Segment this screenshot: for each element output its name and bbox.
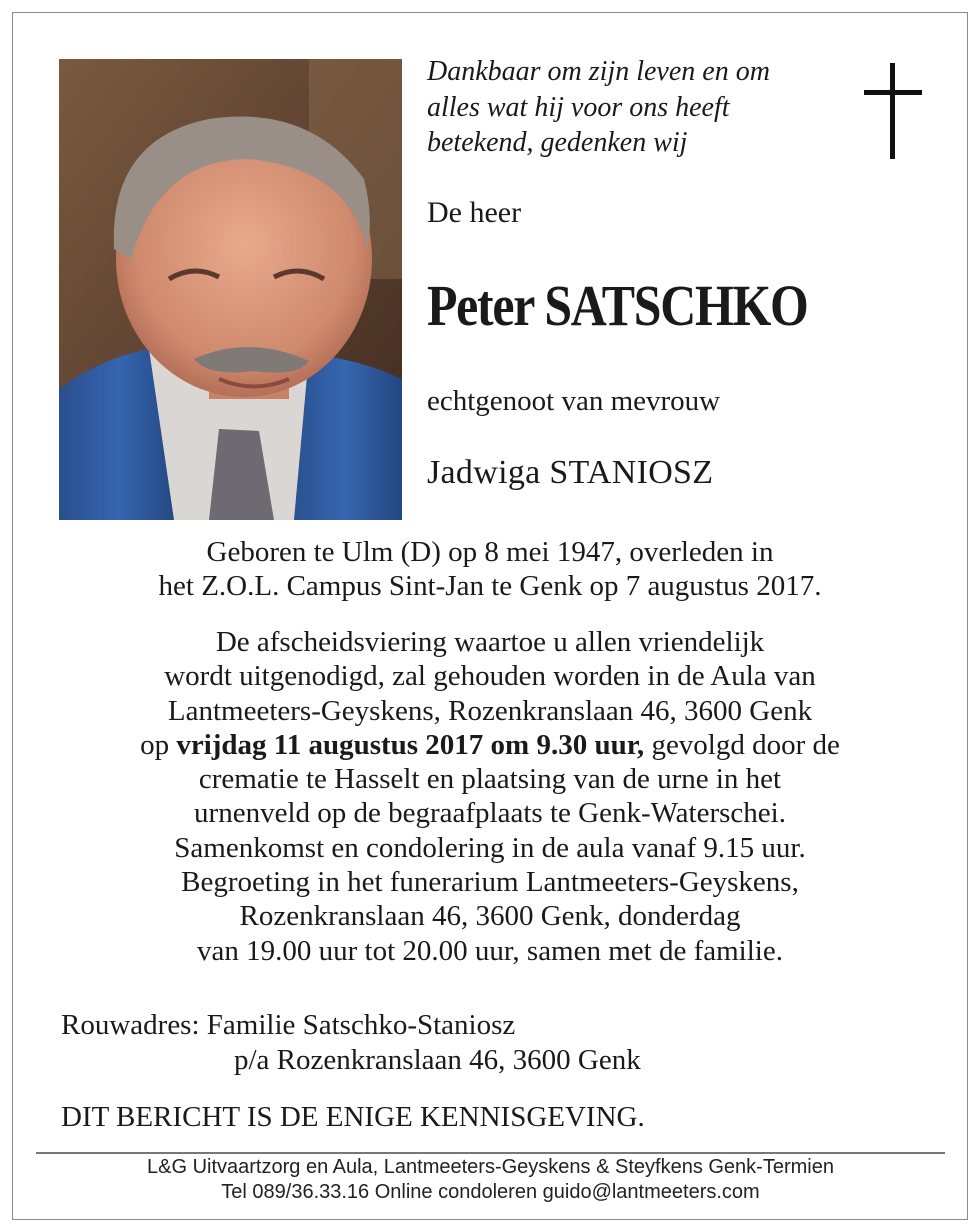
ceremony-line: Lantmeeters-Geyskens, Rozenkranslaan 46, 3600 Genk bbox=[167, 694, 813, 727]
ceremony-line: Samenkomst en condolering in de aula vanaf 9.15 uur. bbox=[174, 831, 806, 864]
deceased-name: Peter SATSCHKO bbox=[427, 273, 808, 338]
salutation: De heer bbox=[427, 196, 522, 229]
mourning-address bbox=[61, 1008, 641, 1077]
spouse-name: Jadwiga STANIOSZ bbox=[427, 454, 714, 491]
portrait-photo bbox=[59, 59, 402, 520]
birth-death-details bbox=[30, 535, 950, 604]
footer-divider bbox=[36, 1152, 945, 1154]
notice-text: DIT BERICHT IS DE ENIGE KENNISGEVING. bbox=[61, 1101, 645, 1133]
ceremony-line: De afscheidsviering waartoe u allen vriendelijk bbox=[215, 626, 765, 658]
ceremony-date: vrijdag 11 augustus 2017 om 9.30 uur, bbox=[176, 728, 645, 761]
ceremony-line: wordt uitgenodigd, zal gehouden worden in de Aula van bbox=[164, 660, 816, 693]
footer-line: L&G Uitvaartzorg en Aula, Lantmeeters-Geyskens & Steyfkens Genk-Termien bbox=[147, 1156, 834, 1178]
ceremony-date-suffix: gevolgd door de bbox=[644, 728, 840, 761]
ceremony-line: van 19.00 uur tot 20.00 uur, samen met de familie. bbox=[197, 934, 783, 967]
portrait-image bbox=[59, 59, 402, 520]
address-line: Rouwadres: Familie Satschko-Staniosz bbox=[61, 1009, 516, 1041]
ceremony-line-date bbox=[30, 728, 950, 762]
birth-line: het Z.O.L. Campus Sint-Jan te Genk op 7 augustus 2017. bbox=[158, 570, 822, 603]
address-line: p/a Rozenkranslaan 46, 3600 Genk bbox=[234, 1043, 641, 1076]
ceremony-line: urnenveld op de begraafplaats te Genk-Waterschei. bbox=[194, 797, 786, 830]
footer-line: Tel 089/36.33.16 Online condoleren guido@lantmeeters.com bbox=[221, 1181, 760, 1203]
cross-icon bbox=[864, 63, 922, 159]
intro-line: alles wat hij voor ons heeft bbox=[427, 91, 730, 123]
birth-line: Geboren te Ulm (D) op 8 mei 1947, overleden in bbox=[206, 536, 774, 568]
intro-text bbox=[427, 54, 827, 161]
ceremony-line: Rozenkranslaan 46, 3600 Genk, donderdag bbox=[239, 900, 741, 933]
ceremony-date-prefix: op bbox=[140, 728, 177, 761]
intro-line: Dankbaar om zijn leven en om bbox=[427, 56, 770, 87]
intro-line: betekend, gedenken wij bbox=[427, 127, 688, 158]
ceremony-line: Begroeting in het funerarium Lantmeeters-Geyskens, bbox=[181, 866, 799, 899]
spouse-label: echtgenoot van mevrouw bbox=[427, 385, 721, 417]
funeral-home-footer bbox=[36, 1155, 945, 1205]
ceremony-line: crematie te Hasselt en plaatsing van de urne in het bbox=[198, 763, 782, 796]
ceremony-details bbox=[30, 625, 950, 968]
